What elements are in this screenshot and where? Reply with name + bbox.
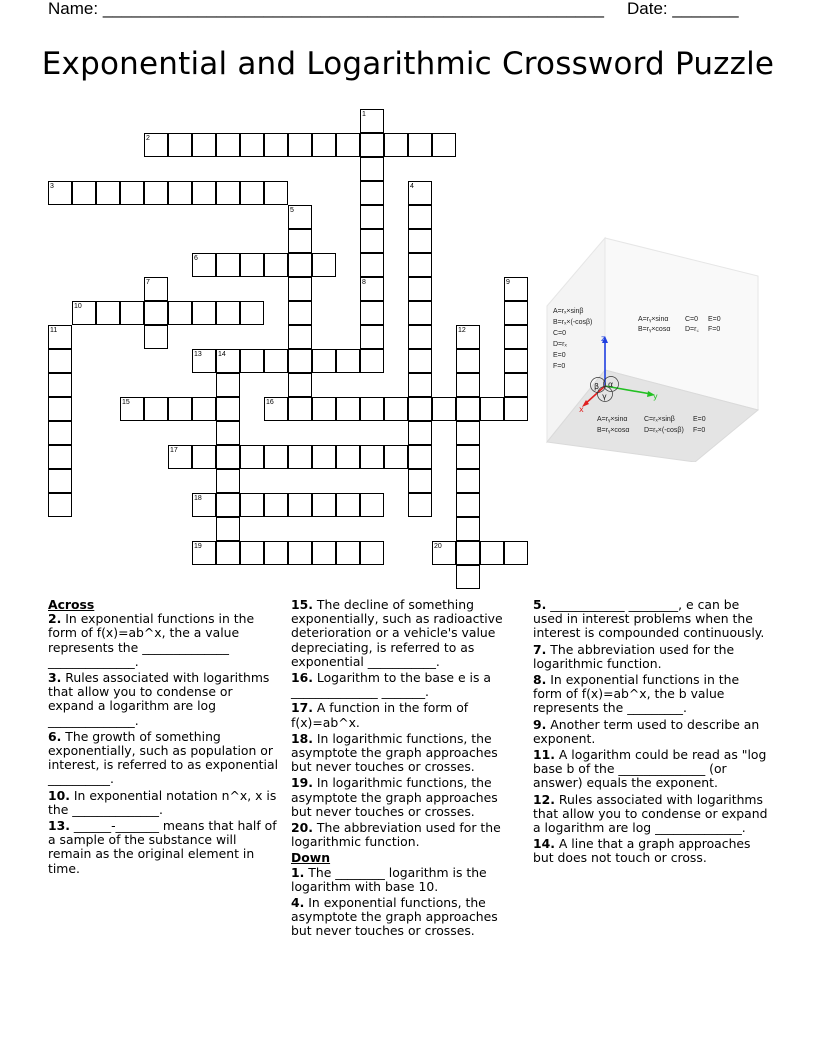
crossword-cell[interactable]: [48, 373, 72, 397]
clue-across-19: 19. In logarithmic functions, the asymptote the graph approaches but never touches or crosses.: [291, 775, 498, 819]
crossword-cell[interactable]: [120, 301, 144, 325]
down-heading: Down: [291, 850, 331, 866]
crossword-cell[interactable]: [504, 325, 528, 349]
clue-number-label: 20: [434, 543, 442, 550]
crossword-cell[interactable]: [384, 397, 408, 421]
clue-across-20: 20. The abbreviation used for the logarithmic function.: [291, 820, 501, 850]
crossword-cell[interactable]: [432, 133, 456, 157]
crossword-cell[interactable]: [264, 445, 288, 469]
crossword-cell[interactable]: [264, 541, 288, 565]
crossword-cell[interactable]: [168, 397, 192, 421]
crossword-cell[interactable]: [264, 349, 288, 373]
crossword-cell[interactable]: [456, 493, 480, 517]
crossword-cell[interactable]: [384, 445, 408, 469]
crossword-cell[interactable]: [288, 133, 312, 157]
crossword-cell[interactable]: [456, 373, 480, 397]
clue-number-label: 6: [194, 255, 198, 262]
crossword-cell[interactable]: [216, 253, 240, 277]
crossword-cell[interactable]: [216, 445, 240, 469]
crossword-cell[interactable]: [504, 349, 528, 373]
clue-number-label: 15: [122, 399, 130, 406]
crossword-cell[interactable]: [240, 181, 264, 205]
crossword-cell[interactable]: [216, 469, 240, 493]
crossword-cell[interactable]: [168, 133, 192, 157]
date-line: _______: [672, 0, 739, 18]
crossword-cell[interactable]: [360, 541, 384, 565]
left-wall-line: B=rₓ×(-cosβ): [553, 319, 593, 326]
crossword-cell[interactable]: [408, 325, 432, 349]
clue-down-1: 1. The ________ logarithm is the logarithm with base 10.: [291, 864, 487, 894]
crossword-cell[interactable]: [288, 373, 312, 397]
crossword-cell[interactable]: [408, 349, 432, 373]
clues-column-2: [291, 598, 517, 941]
crossword-cell[interactable]: [408, 205, 432, 229]
crossword-cell[interactable]: [360, 349, 384, 373]
clues-column-1: [48, 598, 282, 878]
crossword-cell[interactable]: [480, 541, 504, 565]
crossword-cell[interactable]: [336, 397, 360, 421]
crossword-cell[interactable]: [216, 421, 240, 445]
clue-down-9: 9. Another term used to describe an exponent.: [533, 716, 760, 746]
crossword-cell[interactable]: [312, 541, 336, 565]
crossword-cell[interactable]: [96, 301, 120, 325]
crossword-cell[interactable]: [360, 397, 384, 421]
crossword-cell[interactable]: [288, 277, 312, 301]
clue-down-7: 7. The abbreviation used for the logarithmic function.: [533, 641, 735, 671]
back-wall-line: D=r꜀: [685, 326, 699, 333]
crossword-cell[interactable]: [264, 493, 288, 517]
crossword-cell[interactable]: [360, 445, 384, 469]
clue-number-label: 19: [194, 543, 202, 550]
beta-label: β: [594, 382, 600, 391]
crossword-cell[interactable]: [504, 373, 528, 397]
back-wall-line: A=rᵧ×sinα: [638, 316, 669, 323]
crossword-cell[interactable]: [48, 469, 72, 493]
crossword-cell[interactable]: [504, 397, 528, 421]
gamma-label: γ: [602, 392, 607, 401]
clue-across-6: 6. The growth of something exponentially, such as population or interest, is referred to as exponential __________.: [48, 728, 279, 787]
crossword-cell[interactable]: [216, 517, 240, 541]
crossword-cell[interactable]: [312, 397, 336, 421]
floor-line: B=rᵧ×cosα: [597, 427, 630, 434]
crossword-cell[interactable]: [360, 133, 384, 157]
crossword-cell[interactable]: [456, 397, 480, 421]
crossword-cell[interactable]: [312, 445, 336, 469]
clue-across-17: 17. A function in the form of f(x)=ab^x.: [291, 700, 469, 730]
crossword-cell[interactable]: [456, 421, 480, 445]
clue-number-label: 18: [194, 495, 202, 502]
crossword-cell[interactable]: [456, 469, 480, 493]
crossword-cell[interactable]: [264, 133, 288, 157]
crossword-cell[interactable]: [480, 397, 504, 421]
crossword-cell[interactable]: [504, 301, 528, 325]
crossword-cell[interactable]: [504, 541, 528, 565]
left-wall-line: A=rₓ×sinβ: [553, 308, 584, 315]
back-wall-line: C=0: [685, 316, 699, 323]
crossword-cell[interactable]: [192, 133, 216, 157]
clue-number-label: 3: [50, 183, 54, 190]
crossword-cell[interactable]: [48, 397, 72, 421]
crossword-cell[interactable]: [408, 229, 432, 253]
crossword-cell[interactable]: [312, 253, 336, 277]
crossword-cell[interactable]: [216, 397, 240, 421]
z-axis-label: z: [601, 334, 606, 343]
crossword-cell[interactable]: [240, 253, 264, 277]
crossword-cell[interactable]: [288, 541, 312, 565]
crossword-cell[interactable]: [48, 349, 72, 373]
crossword-cell[interactable]: [264, 253, 288, 277]
clue-number-label: 12: [458, 327, 466, 334]
crossword-cell[interactable]: [216, 181, 240, 205]
clue-number-label: 2: [146, 135, 150, 142]
puzzle-title: Exponential and Logarithmic Crossword Puzzle: [41, 46, 775, 82]
crossword-cell[interactable]: [288, 397, 312, 421]
crossword-cell[interactable]: [336, 541, 360, 565]
crossword-cell[interactable]: [336, 133, 360, 157]
crossword-cell[interactable]: [456, 349, 480, 373]
x-axis-label: x: [579, 405, 584, 414]
crossword-cell[interactable]: [360, 253, 384, 277]
crossword-cell[interactable]: [288, 493, 312, 517]
clue-down-11: 11. A logarithm could be read as "log base b of the ______________ (or answer) equals the exponent.: [533, 747, 767, 791]
clue-number-label: 10: [74, 303, 82, 310]
crossword-cell[interactable]: [240, 445, 264, 469]
crossword-cell[interactable]: [144, 181, 168, 205]
clue-number-label: 14: [218, 351, 226, 358]
crossword-cell[interactable]: [48, 421, 72, 445]
name-label: Name:: [48, 0, 99, 18]
clue-number-label: 16: [266, 399, 274, 406]
crossword-cell[interactable]: [288, 349, 312, 373]
crossword-cell[interactable]: [408, 421, 432, 445]
crossword-cell[interactable]: [192, 181, 216, 205]
clue-across-18: 18. In logarithmic functions, the asymptote the graph approaches but never touches or crosses.: [291, 730, 498, 775]
crossword-cell[interactable]: [240, 541, 264, 565]
name-line: _____________________________________________________: [102, 0, 604, 18]
crossword-cell[interactable]: [240, 493, 264, 517]
crossword-cell[interactable]: [96, 181, 120, 205]
crossword-cell[interactable]: [432, 397, 456, 421]
clue-number-label: 9: [506, 279, 510, 286]
crossword-cell[interactable]: [288, 325, 312, 349]
crossword-cell[interactable]: [360, 181, 384, 205]
crossword-cell[interactable]: [216, 301, 240, 325]
clue-number-label: 11: [50, 327, 58, 334]
crossword-cell[interactable]: [408, 493, 432, 517]
crossword-cell[interactable]: [408, 301, 432, 325]
crossword-cell[interactable]: [408, 445, 432, 469]
crossword-cell[interactable]: [192, 301, 216, 325]
alpha-label: α: [608, 380, 614, 389]
crossword-cell[interactable]: [456, 517, 480, 541]
clue-number-label: 17: [170, 447, 178, 454]
crossword-cell[interactable]: [168, 301, 192, 325]
crossword-cell[interactable]: [216, 493, 240, 517]
crossword-cell[interactable]: [312, 133, 336, 157]
floor-line: F=0: [693, 427, 706, 434]
back-wall-line: F=0: [708, 326, 721, 333]
crossword-cell[interactable]: [192, 445, 216, 469]
crossword-cell[interactable]: [408, 277, 432, 301]
clue-down-12: 12. Rules associated with logarithms that allow you to condense or expand a logarithm are log ______________.: [533, 791, 768, 836]
crossword-cell[interactable]: [408, 397, 432, 421]
crossword-cell[interactable]: [408, 253, 432, 277]
crossword-cell[interactable]: [408, 133, 432, 157]
crossword-cell[interactable]: [360, 205, 384, 229]
crossword-cell[interactable]: [288, 301, 312, 325]
crossword-cell[interactable]: [240, 133, 264, 157]
clue-number-label: 1: [362, 111, 366, 118]
floor-line: D=rₓ×(-cosβ): [644, 427, 684, 434]
crossword-cell[interactable]: [336, 349, 360, 373]
clues-column-3: [533, 598, 769, 868]
left-wall-line: C=0: [553, 330, 567, 337]
left-wall-line: E=0: [553, 352, 566, 359]
crossword-cell[interactable]: [240, 301, 264, 325]
crossword-cell[interactable]: [192, 397, 216, 421]
clue-down-4: 4. In exponential functions, the asymptote the graph approaches but never touches or crosses.: [291, 895, 498, 939]
crossword-cell[interactable]: [120, 181, 144, 205]
crossword-cell[interactable]: [408, 373, 432, 397]
clue-across-15: 15. The decline of something exponentially, such as radioactive deterioration or a vehicle's value depreciating, is referred to as exponential ___________.: [291, 597, 503, 669]
crossword-cell[interactable]: [360, 493, 384, 517]
clue-number-label: 13: [194, 351, 202, 358]
floor-line: E=0: [693, 416, 706, 423]
clue-number-label: 5: [290, 207, 294, 214]
date-label: Date:: [627, 0, 668, 18]
crossword-cell[interactable]: [168, 181, 192, 205]
crossword-cell[interactable]: [360, 157, 384, 181]
across-heading: Across: [48, 597, 95, 612]
clue-down-5: 5. ____________ ________, e can be used in interest problems when the interest is compounded continuously.: [533, 597, 765, 641]
clue-across-16: 16. Logarithm to the base e is a ______________ _______.: [291, 670, 491, 700]
crossword-cell[interactable]: [456, 565, 480, 589]
crossword-cell[interactable]: [336, 445, 360, 469]
left-wall-line: F=0: [553, 363, 566, 370]
crossword-cell[interactable]: [360, 325, 384, 349]
crossword-cell[interactable]: [144, 397, 168, 421]
crossword-cell[interactable]: [288, 253, 312, 277]
back-wall-line: E=0: [708, 316, 721, 323]
left-wall-line: D=rₓ: [553, 341, 567, 348]
crossword-cell[interactable]: [360, 301, 384, 325]
crossword-cell[interactable]: [456, 445, 480, 469]
crossword-cell[interactable]: [216, 373, 240, 397]
crossword-cell[interactable]: [240, 349, 264, 373]
crossword-cell[interactable]: [216, 133, 240, 157]
crossword-cell[interactable]: [264, 181, 288, 205]
clue-number-label: 4: [410, 183, 414, 190]
crossword-cell[interactable]: [312, 493, 336, 517]
clue-across-10: 10. In exponential notation n^x, x is the ______________.: [48, 787, 277, 817]
crossword-cell[interactable]: [408, 469, 432, 493]
clue-across-3: 3. Rules associated with logarithms that allow you to condense or expand a logarithm are log ______________.: [48, 670, 270, 728]
crossword-cell[interactable]: [216, 541, 240, 565]
crossword-cell[interactable]: [144, 325, 168, 349]
crossword-cell[interactable]: [456, 541, 480, 565]
floor-line: C=rₓ×sinβ: [644, 416, 675, 423]
clue-number-label: 8: [362, 279, 366, 286]
crossword-cell[interactable]: [288, 445, 312, 469]
clue-number-label: 7: [146, 279, 150, 286]
y-axis-label: y: [653, 392, 658, 401]
clue-down-14: 14. A line that a graph approaches but does not touch or cross.: [533, 836, 751, 866]
clue-down-8: 8. In exponential functions in the form of f(x)=ab^x, the b value represents the _________.: [533, 672, 740, 716]
crossword-cell[interactable]: [384, 133, 408, 157]
crossword-cell[interactable]: [360, 229, 384, 253]
floor-line: A=rᵧ×sinα: [597, 416, 628, 423]
crossword-cell[interactable]: [288, 229, 312, 253]
coordinate-cube-figure: [545, 236, 760, 462]
crossword-cell[interactable]: [48, 445, 72, 469]
crossword-cell[interactable]: [72, 181, 96, 205]
crossword-cell[interactable]: [48, 493, 72, 517]
back-wall-line: B=rᵧ×cosα: [638, 326, 671, 333]
crossword-cell[interactable]: [312, 349, 336, 373]
clue-across-13: 13. ______-_______ means that half of a sample of the substance will remain as the original element in time.: [48, 818, 277, 876]
crossword-cell[interactable]: [144, 301, 168, 325]
crossword-cell[interactable]: [336, 493, 360, 517]
clue-across-2: 2. In exponential functions in the form of f(x)=ab^x, the a value represents the ______________ ______________.: [48, 611, 255, 669]
